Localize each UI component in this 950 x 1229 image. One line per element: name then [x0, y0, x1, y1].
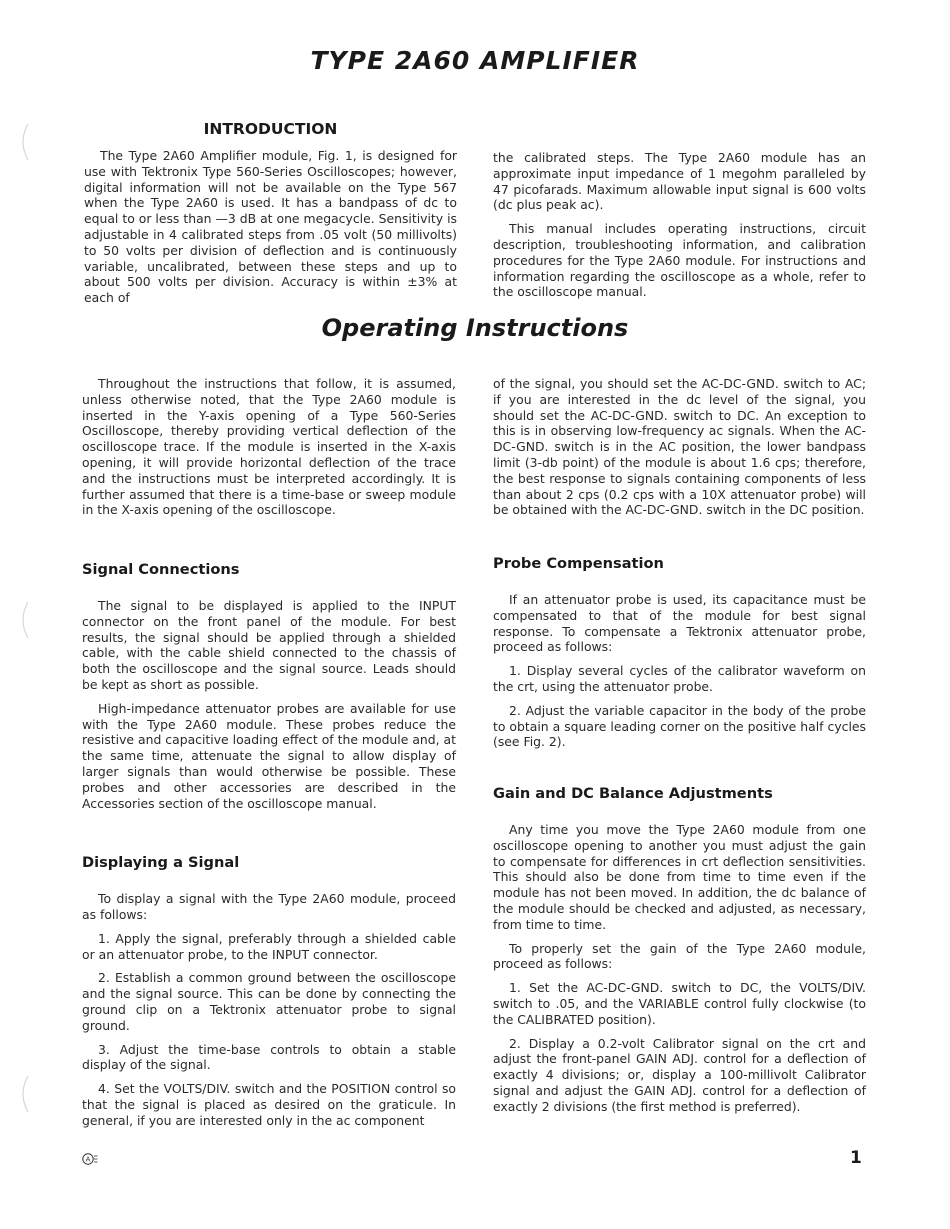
continuation-paragraph: of the signal, you should set the AC-DC-GND. switch to AC; if you are interested in the dc level of the signal, you should set the AC-DC-GND. switch to DC. An exception to this is in observing low-frequency ac signals. When the AC-DC-GND. switch is in the AC position, the lower bandpass limit (3-db point) of the module is about 1.6 cps; therefore, the best response to signals containing components of less than about 2 cps (0.2 cps with a 10X attenuator probe) will be obtained with the AC-DC-GND. switch in the DC position. [493, 376, 866, 518]
body-paragraph: Any time you move the Type 2A60 module from one oscilloscope opening to another you must adjust the gain to compensate for differences in crt deflection sensitivities. This should also be done from time to time even if the module has not been moved. In addition, the dc balance of the module should be checked and adjusted, as necessary, from time to time. [493, 821, 866, 932]
tektronix-logo-icon [82, 1152, 98, 1166]
operating-instructions-title: Operating Instructions [321, 314, 629, 342]
body-paragraph: High-impedance attenuator probes are available for use with the Type 2A60 module. These probes reduce the resistive and capacitive loading effect of the module and, at the same time, attenuate the signal to allow display of larger signals than would otherwise be possible. These probes and other accessories are described in the Accessories section of the oscilloscope manual. [82, 700, 456, 811]
step-paragraph: 1. Set the AC-DC-GND. switch to DC, the VOLTS/DIV. switch to .05, and the VARIABLE control fully clockwise (to the CALIBRATED position). [493, 980, 866, 1027]
binding-hole-mark [16, 1074, 30, 1114]
body-paragraph: To display a signal with the Type 2A60 module, proceed as follows: [82, 891, 456, 922]
signal-connections-heading: Signal Connections [82, 561, 240, 579]
intro-paragraph: The Type 2A60 Amplifier module, Fig. 1, is designed for use with Tektronix Type 560-Series Oscilloscopes; however, digital information will not be available on the Type 567 when the Type 2A60 is used. It has a bandpass of dc to equal to or less than —3 dB at one megacycle. Sensitivity is adjustable in 4 calibrated steps from .05 volt (50 millivolts) to 50 volts per division of deflection and is continuously variable, uncalibrated, between these steps and up to about 500 volts per division. Accuracy is within ±3% at each of [84, 148, 457, 306]
page-title: TYPE 2A60 AMPLIFIER [310, 46, 640, 75]
operating-intro-paragraph: Throughout the instructions that follow, it is assumed, unless otherwise noted, that the Type 2A60 module is inserted in the Y-axis opening of a Type 560-Series Oscilloscope, thereby providing vertical deflection of the oscilloscope trace. If the module is inserted in the X-axis opening, it will provide horizontal deflection of the trace and the instructions must be interpreted accordingly. It is further assumed that there is a time-base or sweep module in the X-axis opening of the oscilloscope. [82, 376, 456, 518]
gain-dc-balance-heading: Gain and DC Balance Adjustments [493, 785, 773, 803]
page-number: 1 [850, 1148, 862, 1168]
binding-hole-mark [16, 600, 30, 640]
step-paragraph: 3. Adjust the time-base controls to obtain a stable display of the signal. [82, 1041, 456, 1073]
operating-right-column [493, 376, 866, 1122]
step-paragraph: 4. Set the VOLTS/DIV. switch and the POSITION control so that the signal is placed as desired on the graticule. In general, if you are interested only in the ac component [82, 1081, 456, 1128]
intro-paragraph: This manual includes operating instructions, circuit description, troubleshooting information, and calibration procedures for the Type 2A60 module. For instructions and information regarding the oscilloscope as a whole, refer to the oscilloscope manual. [493, 221, 866, 300]
intro-right-column [493, 150, 866, 308]
body-paragraph: If an attenuator probe is used, its capacitance must be compensated to that of the module for best signal response. To compensate a Tektronix attenuator probe, proceed as follows: [493, 591, 866, 655]
body-paragraph: To properly set the gain of the Type 2A60 module, proceed as follows: [493, 940, 866, 972]
step-paragraph: 1. Display several cycles of the calibrator waveform on the crt, using the attenuator probe. [493, 663, 866, 694]
step-paragraph: 2. Adjust the variable capacitor in the body of the probe to obtain a square leading corner on the positive half cycles (see Fig. 2). [493, 702, 866, 750]
step-paragraph: 2. Display a 0.2-volt Calibrator signal on the crt and adjust the front-panel GAIN ADJ. control for a deflection of exactly 4 divisions; or, display a 100-millivolt Calibrator signal and adjust the GAIN ADJ. control for a deflection of exactly 2 divisions (the first method is preferred). [493, 1035, 866, 1114]
intro-left-column [84, 148, 457, 314]
probe-compensation-heading: Probe Compensation [493, 555, 664, 573]
introduction-heading: INTRODUCTION [203, 120, 338, 138]
step-paragraph: 1. Apply the signal, preferably through a shielded cable or an attenuator probe, to the INPUT connector. [82, 930, 456, 962]
intro-paragraph: the calibrated steps. The Type 2A60 module has an approximate input impedance of 1 megohm paralleled by 47 picofarads. Maximum allowable input signal is 600 volts (dc plus peak ac). [493, 150, 866, 213]
svg-text:A: A [85, 1155, 91, 1164]
operating-left-column [82, 376, 456, 1136]
step-paragraph: 2. Establish a common ground between the oscilloscope and the signal source. This can be done by connecting the ground clip on a Tektronix attenuator probe to signal ground. [82, 970, 456, 1033]
displaying-signal-heading: Displaying a Signal [82, 854, 240, 872]
binding-hole-mark [16, 122, 30, 162]
body-paragraph: The signal to be displayed is applied to the INPUT connector on the front panel of the module. For best results, the signal should be applied through a shielded cable, with the cable shield connected to the chassis of both the oscilloscope and the signal source. Leads should be kept as short as possible. [82, 597, 456, 692]
